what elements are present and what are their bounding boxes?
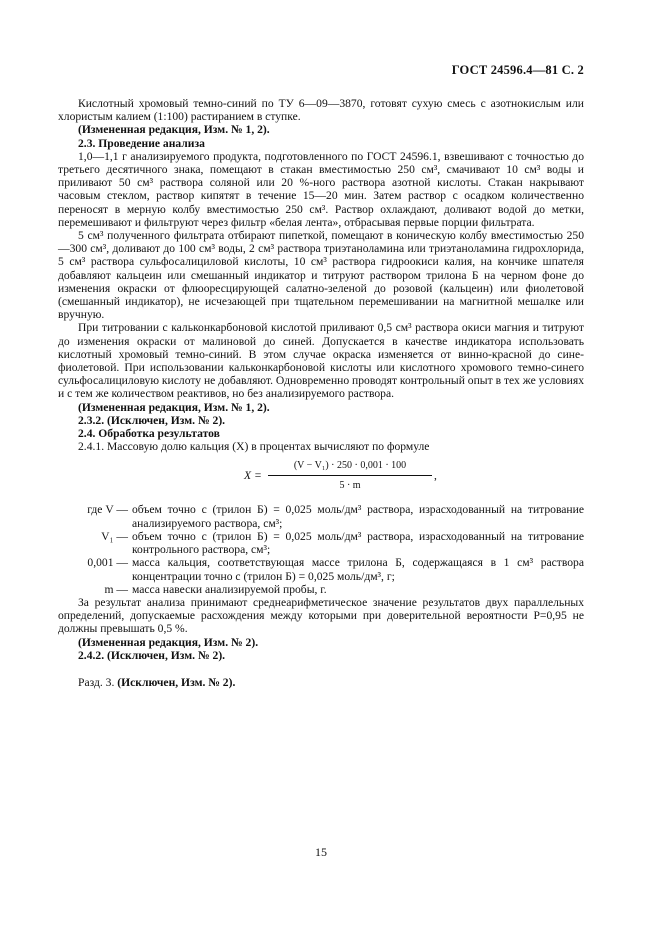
excluded-clause: 2.3.2. (Исключен, Изм. № 2). [78, 413, 226, 427]
section-3-note [58, 676, 584, 689]
calcium-formula [58, 459, 584, 495]
section-heading-analysis: 2.3. Проведение анализа [78, 136, 205, 150]
amendment-note: (Измененная редакция, Изм. № 1, 2). [78, 123, 270, 137]
page-number: 15 [315, 845, 327, 859]
formula-denominator: 5 · m [339, 479, 361, 491]
definition-label: 0,001 — [87, 556, 128, 570]
document-page [58, 0, 584, 936]
section-3-excluded: (Исключен, Изм. № 2). [117, 675, 236, 689]
paragraph-reagent: Кислотный хромовый темно-синий по ТУ 6—09—3870, готовят сухую смесь с азотнокислым или хлористым калием (1:100) растиранием в ступке. [58, 97, 584, 124]
definition-label: m — [104, 582, 128, 596]
definition-text: объем точно c (трилон Б) = 0,025 моль/дм³ раствора, израсходованный на титрование контрольного раствора, см³; [132, 529, 584, 557]
paragraph-result-rule: За результат анализа принимают среднеарифметическое значение результатов двух параллельных определений, допускаемые расхождения между которыми при доверительной вероятности P=0,95 не должны превышать 0,5 %. [58, 595, 584, 636]
section-3-prefix: Разд. 3. [78, 675, 115, 689]
definition-text: объем точно c (трилон Б) = 0,025 моль/дм³ раствора, израсходованный на титрование анализируемого раствора, см³; [132, 503, 584, 530]
variable-definitions [58, 503, 584, 595]
paragraph-indicator: При титровании с кальконкарбоновой кислотой приливают 0,5 см³ раствора окиси магния и титруют до изменения окраски от малиновой до синей. Допускается в качестве индикатора использовать кислотный хромовый темно-синий. В этом случае окраска изменяется от винно-красной до сине-фиолетовой. При использовании кальконкарбоновой кислоты или кислотного хромового темно-синего сульфосалициловую кислоту не добавляют. Одновременно проводят контрольный опыт в тех же условиях и с тем же количеством реактивов, но без анализируемого раствора. [58, 321, 584, 401]
paragraph-formula-intro: 2.4.1. Массовую долю кальция (X) в процентах вычисляют по формуле [78, 440, 430, 454]
page-header: ГОСТ 24596.4—81 С. 2 [451, 63, 584, 77]
section-heading-results: 2.4. Обработка результатов [78, 427, 220, 441]
formula-comma: , [434, 469, 437, 483]
formula-lhs: X = [244, 469, 262, 483]
excluded-clause: 2.4.2. (Исключен, Изм. № 2). [78, 648, 226, 662]
amendment-note: (Измененная редакция, Изм. № 2). [78, 635, 259, 649]
definition-text: масса кальция, соответствующая массе трилона Б, содержащаяся в 1 см³ раствора концентрации точно c (трилон Б) = 0,025 моль/дм³, г; [132, 556, 584, 583]
definition-label: V₁ — [101, 529, 128, 543]
amendment-note: (Измененная редакция, Изм. № 1, 2). [78, 400, 270, 414]
definition-text: масса навески анализируемой пробы, г. [132, 582, 327, 596]
formula-fraction [268, 459, 432, 491]
document-body [58, 97, 584, 689]
definition-item [58, 583, 584, 596]
paragraph-sample-prep: 1,0—1,1 г анализируемого продукта, подготовленного по ГОСТ 24596.1, взвешивают с точностью до третьего десятичного знака, помещают в стакан вместимостью 250 см³, смачивают 10 см³ воды и приливают 50 см³ раствора соляной или 20 %-ного раствора азотной кислоты. Стакан накрывают часовым стеклом, раствор кипятят в течение 15—20 мин. Затем раствор с осадком количественно переносят в мерную колбу вместимостью 250 см³. Раствор охлаждают, доливают водой до метки, перемешивают и фильтруют через фильтр «белая лента», отбрасывая первые порции фильтрата. [58, 149, 584, 229]
paragraph-titration: 5 см³ полученного фильтрата отбирают пипеткой, помещают в коническую колбу вместимостью 250—300 см³, доливают до 100 см³ воды, 2 см³ раствора триэтаноламина или триэтаноламина гидрохлорида, 5 см³ раствора сульфосалициловой кислоты, 10 см³ раствора гидроокиси калия, на кончике шпателя добавляют кальцеин или смешанный индикатор и титруют раствором трилона Б на черном фоне до изменения окраски от флюоресцирующей салатно-зеленой до розовой (кальцеин) или фиолетовой (смешанный индикатор), не исчезающей при тщательном перемешивании на магнитной мешалке или вручную. [58, 229, 584, 322]
definition-label: где V — [87, 503, 128, 517]
definition-item [58, 503, 584, 529]
formula-numerator: (V − V₁) · 250 · 0,001 · 100 [268, 459, 432, 475]
definition-item [58, 556, 584, 582]
definition-item [58, 530, 584, 556]
